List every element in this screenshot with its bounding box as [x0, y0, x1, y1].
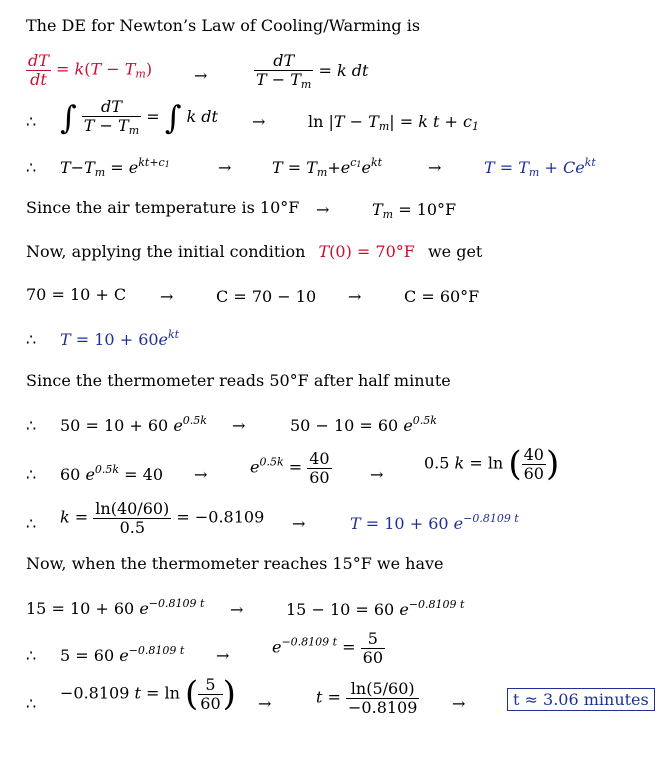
therefore-symbol: ∴ — [26, 416, 37, 435]
thermometer-text: Since the thermometer reads 50°F after half minute — [26, 371, 451, 390]
arrow: → — [348, 287, 362, 306]
half-minute-eq-2: 50 − 10 = 60 $e^{0.5k}$ — [290, 414, 437, 435]
t-step-4: t = $\frac{\ln(5/60)}{-0.8109}$ — [316, 679, 418, 717]
therefore-symbol: ∴ — [26, 112, 37, 131]
specific-solution: T = 10 + 60 $e^{-0.8109 t}$ — [350, 512, 519, 533]
arrow: → — [252, 112, 266, 131]
arrow: → — [292, 514, 306, 533]
reach-eq-2: 15 − 10 = 60 $e^{-0.8109 t}$ — [286, 598, 465, 619]
t-step-3: −0.8109 t = ln ( $\frac{5}{60}$ ) — [60, 674, 236, 715]
c-step-3: C = 60°F — [404, 287, 480, 306]
t-step-2: $e^{-0.8109 t}$ = $\frac{5}{60}$ — [272, 629, 384, 667]
separated-equation: $\frac{dT}{T - T_m}$ = k dt — [256, 51, 369, 91]
exp-equation: $T-T_m = e^{kt+c_1}$ — [60, 156, 170, 179]
reach-eq-1: 15 = 10 + 60 $e^{-0.8109 t}$ — [26, 597, 205, 618]
arrow: → — [194, 66, 208, 85]
k-step-2: $e^{0.5k}$ = $\frac{40}{60}$ — [250, 449, 330, 487]
tm-value: $T_m = 10^\circ F$ — [372, 200, 457, 221]
arrow: → — [452, 694, 466, 713]
c-step-2: C = 70 − 10 — [216, 287, 317, 306]
general-solution: $T = T_m + Ce^{kt}$ — [484, 156, 596, 179]
arrow: → — [316, 200, 330, 219]
exp-equation-2: $T = T_m+e^{c_1}e^{kt}$ — [272, 156, 383, 179]
reach-text: Now, when the thermometer reaches 15°F we have — [26, 554, 444, 573]
t-step-1: 5 = 60 $e^{-0.8109 t}$ — [60, 644, 185, 665]
k-step-3: 0.5 k = ln ( $\frac{40}{60}$ ) — [424, 444, 560, 485]
integral-equation: ∫ $\frac{dT}{T - T_m}$ = ∫ k dt — [60, 97, 218, 137]
therefore-symbol: ∴ — [26, 158, 37, 177]
particular-solution: $T = 10 + 60e^{kt}$ — [60, 328, 180, 349]
c-step-1: 70 = 10 + C — [26, 285, 127, 304]
therefore-symbol: ∴ — [26, 694, 37, 713]
therefore-symbol: ∴ — [26, 514, 37, 533]
final-answer: t ≈ 3.06 minutes — [507, 688, 655, 711]
arrow: → — [230, 600, 244, 619]
arrow: → — [160, 287, 174, 306]
initial-condition-line: Now, applying the initial condition T(0) = 70°F we get — [26, 242, 483, 261]
arrow: → — [258, 694, 272, 713]
log-equation: $\ln |T - T_m| = k$ $t + c_1$ — [308, 112, 479, 133]
intro-text: The DE for Newton’s Law of Cooling/Warming is — [26, 16, 421, 35]
therefore-symbol: ∴ — [26, 646, 37, 665]
de-equation: $\frac{dT}{dt}$ = $k(T - T_m)$ — [28, 51, 153, 89]
air-temp-text: Since the air temperature is 10°F — [26, 198, 300, 217]
arrow: → — [216, 646, 230, 665]
therefore-symbol: ∴ — [26, 330, 37, 349]
k-step-1: 60 $e^{0.5k} = 40$ — [60, 463, 164, 484]
arrow: → — [218, 158, 232, 177]
therefore-symbol: ∴ — [26, 465, 37, 484]
arrow: → — [370, 465, 384, 484]
half-minute-eq: 50 = 10 + 60 $e^{0.5k}$ — [60, 414, 207, 435]
k-value-eq: k = $\frac{\ln(40/60)}{0.5}$ = −0.8109 — [60, 499, 265, 537]
arrow: → — [428, 158, 442, 177]
arrow: → — [232, 416, 246, 435]
arrow: → — [194, 465, 208, 484]
